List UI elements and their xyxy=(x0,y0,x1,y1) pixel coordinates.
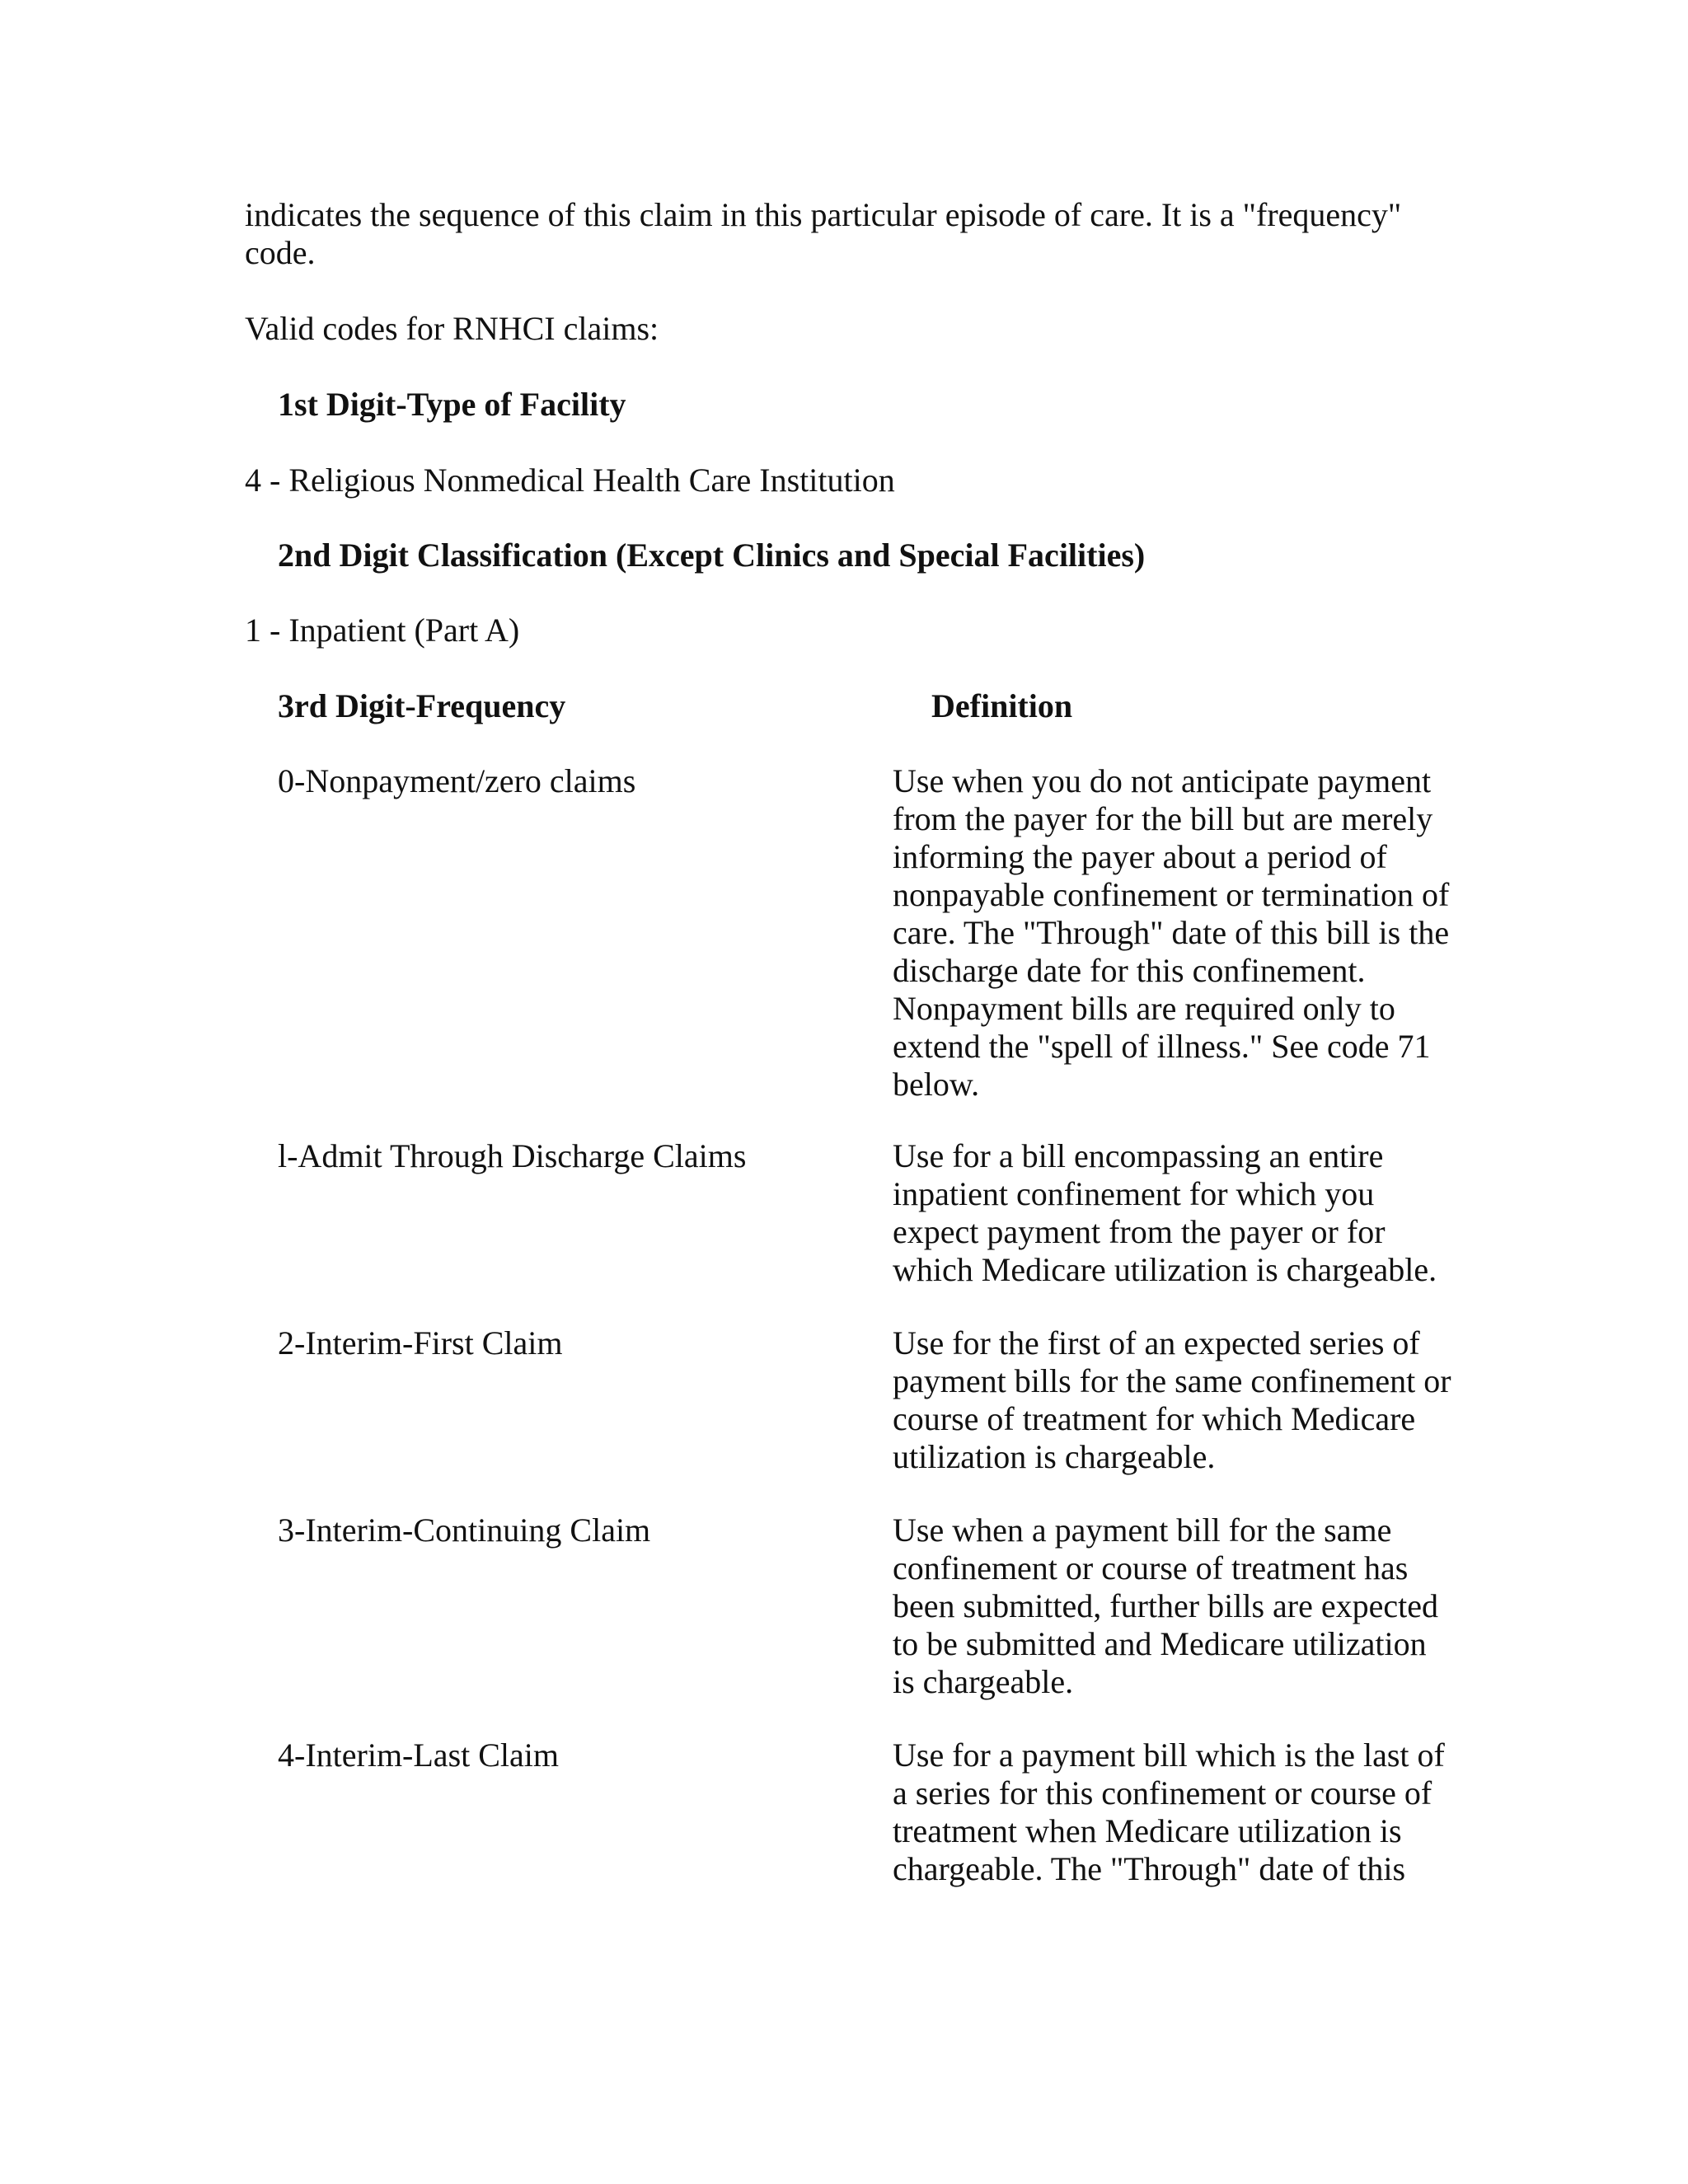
frequency-definition-3: Use when a payment bill for the same confinement or course of treatment has been submitted, further bills are expected to be submitted and Medicare utilization is chargeable. xyxy=(893,1511,1438,1700)
definition-heading: Definition xyxy=(931,687,1073,724)
frequency-definition-0: Use when you do not anticipate payment from the payer for the bill but are merely informing the payer about a period of nonpayable confinement or termination of care. The "Through" date of this bill is the discharge date for this confinement. Nonpayment bills are required only to extend the "spell of illness." See code 71 below. xyxy=(893,762,1450,1103)
second-digit-value: 1 - Inpatient (Part A) xyxy=(245,612,520,649)
intro-paragraph: indicates the sequence of this claim in this particular episode of care. It is a "frequency" code. xyxy=(245,196,1402,271)
first-digit-value: 4 - Religious Nonmedical Health Care Institution xyxy=(245,462,895,499)
second-digit-heading: 2nd Digit Classification (Except Clinics and Special Facilities) xyxy=(278,537,1146,574)
frequency-definition-4: Use for a payment bill which is the last of a series for this confinement or course of treatment when Medicare utilization is chargeable. The "Through" date of this xyxy=(893,1736,1445,1887)
third-digit-heading: 3rd Digit-Frequency xyxy=(278,687,566,724)
frequency-code-0: 0-Nonpayment/zero claims xyxy=(278,762,636,799)
first-digit-heading: 1st Digit-Type of Facility xyxy=(278,386,626,423)
frequency-definition-2: Use for the first of an expected series of payment bills for the same confinement or course of treatment for which Medicare utilization is chargeable. xyxy=(893,1324,1451,1475)
frequency-code-3: 3-Interim-Continuing Claim xyxy=(278,1511,651,1549)
frequency-code-4: 4-Interim-Last Claim xyxy=(278,1736,560,1774)
frequency-definition-1: Use for a bill encompassing an entire inpatient confinement for which you expect payment from the payer or for which Medicare utilization is chargeable. xyxy=(893,1137,1437,1288)
frequency-code-2: 2-Interim-First Claim xyxy=(278,1324,563,1361)
frequency-code-1: l-Admit Through Discharge Claims xyxy=(278,1137,747,1174)
valid-codes-label: Valid codes for RNHCI claims: xyxy=(245,310,659,347)
